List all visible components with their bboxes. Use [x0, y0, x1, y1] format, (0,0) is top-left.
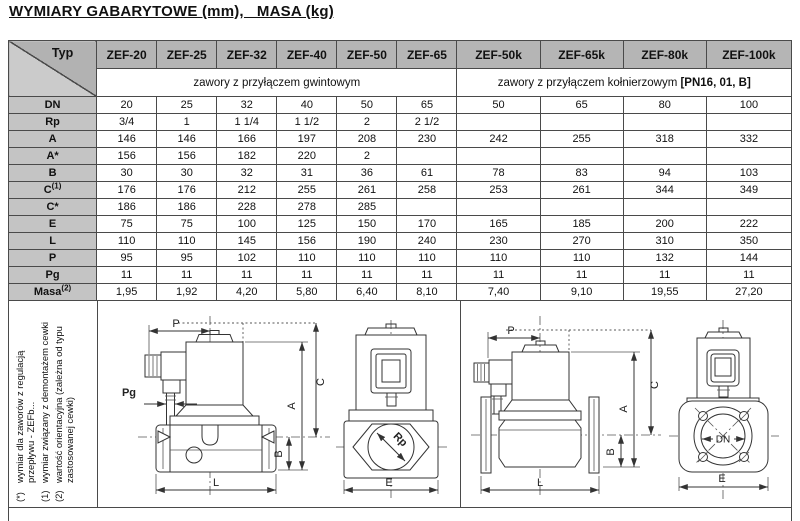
- footnotes-rotated-block: [14, 306, 92, 502]
- cell: 95: [157, 250, 217, 267]
- cell: [706, 199, 791, 216]
- cell: 220: [277, 148, 337, 165]
- cell: 144: [706, 250, 791, 267]
- footnote-text: wartość orientacyjna (zależna od typu zastosowanej cewki): [53, 325, 76, 483]
- cell: 30: [157, 165, 217, 182]
- cell: 11: [157, 267, 217, 284]
- footnote-2: [39, 306, 50, 502]
- row-label: Rp: [9, 114, 97, 131]
- cell: 11: [337, 267, 397, 284]
- cell: 27,20: [706, 284, 791, 301]
- cell: 125: [277, 216, 337, 233]
- cell: [540, 114, 623, 131]
- row-label: C*: [9, 199, 97, 216]
- cell: 310: [623, 233, 706, 250]
- row-label: L: [9, 233, 97, 250]
- cell: 253: [457, 182, 540, 199]
- cell: [623, 148, 706, 165]
- row-label: Pg: [9, 267, 97, 284]
- cell: 258: [397, 182, 457, 199]
- dim-label-p-flanged: P: [507, 325, 515, 337]
- cell: 95: [97, 250, 157, 267]
- cell: 100: [706, 97, 791, 114]
- cell: 186: [97, 199, 157, 216]
- column-header-zef-65k: ZEF-65k: [540, 41, 623, 69]
- cell: 80: [623, 97, 706, 114]
- cell: 156: [277, 233, 337, 250]
- cell: 9,10: [540, 284, 623, 301]
- cell: 75: [157, 216, 217, 233]
- cell: [397, 199, 457, 216]
- cell: 182: [217, 148, 277, 165]
- page-title: WYMIARY GABARYTOWE (mm), MASA (kg): [9, 3, 334, 20]
- cell: 240: [397, 233, 457, 250]
- cell: 103: [706, 165, 791, 182]
- cell: 200: [623, 216, 706, 233]
- drawings-section: [8, 300, 792, 508]
- table-row-rp: [9, 114, 792, 131]
- cell: [706, 148, 791, 165]
- row-label: A: [9, 131, 97, 148]
- cell: 94: [623, 165, 706, 182]
- cell: 170: [397, 216, 457, 233]
- dim-label-p-threaded: P: [172, 318, 180, 330]
- cell: 166: [217, 131, 277, 148]
- cell: 110: [397, 250, 457, 267]
- cell: 11: [457, 267, 540, 284]
- threaded-valve-drawing: [98, 300, 460, 506]
- cell: 6,40: [337, 284, 397, 301]
- row-label: DN: [9, 97, 97, 114]
- cell: 11: [623, 267, 706, 284]
- cell: [623, 114, 706, 131]
- cell: 165: [457, 216, 540, 233]
- cell: 1,95: [97, 284, 157, 301]
- cell: 132: [623, 250, 706, 267]
- row-label: $C^{(1)}$: [9, 182, 97, 199]
- threaded-valve-drawing-cell: [98, 300, 461, 507]
- cell: 146: [157, 131, 217, 148]
- dim-label-l-threaded: L: [212, 477, 220, 489]
- cell: 32: [217, 97, 277, 114]
- footnote-marker: (1): [39, 490, 51, 502]
- cell: 3/4: [97, 114, 157, 131]
- cell: 31: [277, 165, 337, 182]
- cell: 11: [397, 267, 457, 284]
- cell: 4,20: [217, 284, 277, 301]
- footnotes-cell: [9, 300, 98, 507]
- cell: 36: [337, 165, 397, 182]
- cell: 150: [337, 216, 397, 233]
- dim-label-l-flanged: L: [536, 477, 544, 489]
- dim-label-b-threaded: B: [273, 450, 285, 458]
- cell: 1,92: [157, 284, 217, 301]
- cell: 332: [706, 131, 791, 148]
- dim-label-rp-threaded: Rp: [390, 430, 410, 450]
- dim-label-a-threaded: A: [286, 402, 298, 410]
- dim-label-c-flanged: C: [649, 381, 661, 389]
- connection-group-header-2: zawory z przyłączem kołnierzowym [PN16, 01, B]: [457, 69, 792, 97]
- cell: 50: [337, 97, 397, 114]
- cell: 261: [540, 182, 623, 199]
- dim-label-pg-threaded: Pg: [121, 387, 137, 399]
- cell: 110: [157, 233, 217, 250]
- cell: [540, 148, 623, 165]
- cell: 2: [337, 114, 397, 131]
- cell: 19,55: [623, 284, 706, 301]
- column-header-zef-50: ZEF-50: [337, 41, 397, 69]
- row-label: E: [9, 216, 97, 233]
- cell: 176: [97, 182, 157, 199]
- cell: 145: [217, 233, 277, 250]
- cell: 78: [457, 165, 540, 182]
- cell: 83: [540, 165, 623, 182]
- cell: 30: [97, 165, 157, 182]
- flanged-valve-side-view: [471, 316, 661, 498]
- table-row-a-star: [9, 148, 792, 165]
- cell: 32: [217, 165, 277, 182]
- cell: 2: [337, 148, 397, 165]
- cell: 285: [337, 199, 397, 216]
- cell: [457, 114, 540, 131]
- corner-cell-typ: [9, 41, 97, 97]
- cell: [706, 114, 791, 131]
- table-row-pg: [9, 267, 792, 284]
- cell: 156: [157, 148, 217, 165]
- table-row-p: [9, 250, 792, 267]
- table-row-c: [9, 182, 792, 199]
- flanged-valve-drawing: [461, 300, 792, 506]
- cell: 270: [540, 233, 623, 250]
- dim-label-e-flanged: E: [718, 473, 726, 485]
- footnote-text: wymiar związany z demontażem cewki: [39, 321, 51, 483]
- flanged-valve-drawing-cell: [461, 300, 792, 507]
- connection-group-header-1: zawory z przyłączem gwintowym: [97, 69, 457, 97]
- table-row-b: [9, 165, 792, 182]
- column-header-zef-25: ZEF-25: [157, 41, 217, 69]
- cell: 228: [217, 199, 277, 216]
- column-header-zef-20: ZEF-20: [97, 41, 157, 69]
- cell: [623, 199, 706, 216]
- footnote-1: [14, 306, 36, 502]
- cell: 156: [97, 148, 157, 165]
- column-header-zef-65: ZEF-65: [397, 41, 457, 69]
- cell: 230: [457, 233, 540, 250]
- dim-label-b-flanged: B: [605, 448, 617, 456]
- cell: 278: [277, 199, 337, 216]
- cell: 7,40: [457, 284, 540, 301]
- cell: 197: [277, 131, 337, 148]
- cell: 2 1/2: [397, 114, 457, 131]
- table-row-masa: [9, 284, 792, 301]
- cell: 176: [157, 182, 217, 199]
- cell: 11: [217, 267, 277, 284]
- dim-label-c-threaded: C: [315, 378, 327, 386]
- table-row-dn: [9, 97, 792, 114]
- cell: 110: [277, 250, 337, 267]
- row-label: A*: [9, 148, 97, 165]
- cell: [457, 148, 540, 165]
- cell: 11: [97, 267, 157, 284]
- cell: 11: [277, 267, 337, 284]
- cell: 230: [397, 131, 457, 148]
- dim-label-dn-flanged: DN: [715, 434, 731, 446]
- column-header-zef-100k: ZEF-100k: [706, 41, 791, 69]
- cell: [397, 148, 457, 165]
- footnote-marker: (2): [53, 490, 65, 502]
- cell: 318: [623, 131, 706, 148]
- cell: 212: [217, 182, 277, 199]
- cell: 20: [97, 97, 157, 114]
- dim-label-a-flanged: A: [618, 405, 630, 413]
- cell: 185: [540, 216, 623, 233]
- cell: 344: [623, 182, 706, 199]
- dim-label-e-threaded: E: [385, 477, 393, 489]
- cell: 11: [706, 267, 791, 284]
- cell: 255: [277, 182, 337, 199]
- cell: 242: [457, 131, 540, 148]
- cell: 8,10: [397, 284, 457, 301]
- flanged-valve-front-view: [669, 320, 779, 500]
- table-row-e: [9, 216, 792, 233]
- cell: 146: [97, 131, 157, 148]
- cell: 208: [337, 131, 397, 148]
- dimensions-table: [8, 40, 792, 301]
- footnote-3: [53, 306, 75, 502]
- footnote-marker: (*): [14, 491, 25, 502]
- cell: 65: [540, 97, 623, 114]
- threaded-valve-front-view: [336, 320, 448, 498]
- cell: 349: [706, 182, 791, 199]
- cell: 222: [706, 216, 791, 233]
- cell: 1 1/4: [217, 114, 277, 131]
- cell: 110: [540, 250, 623, 267]
- column-header-zef-50k: ZEF-50k: [457, 41, 540, 69]
- row-label: P: [9, 250, 97, 267]
- table-row-l: [9, 233, 792, 250]
- cell: 350: [706, 233, 791, 250]
- cell: 110: [97, 233, 157, 250]
- cell: 75: [97, 216, 157, 233]
- column-header-zef-40: ZEF-40: [277, 41, 337, 69]
- row-label: B: [9, 165, 97, 182]
- footnote-text: wymiar dla zaworów z regulacją przepływu - ZEFb...: [14, 350, 37, 483]
- table-row-a: [9, 131, 792, 148]
- threaded-valve-side-view: [122, 316, 330, 498]
- corner-label: Typ: [51, 46, 74, 60]
- cell: 25: [157, 97, 217, 114]
- cell: [540, 199, 623, 216]
- cell: 1 1/2: [277, 114, 337, 131]
- cell: 65: [397, 97, 457, 114]
- cell: 110: [457, 250, 540, 267]
- table-row-c-star: [9, 199, 792, 216]
- cell: 102: [217, 250, 277, 267]
- cell: 61: [397, 165, 457, 182]
- cell: 11: [540, 267, 623, 284]
- cell: 1: [157, 114, 217, 131]
- cell: 110: [337, 250, 397, 267]
- cell: 261: [337, 182, 397, 199]
- row-label: Masa$^{(2)}$: [9, 284, 97, 301]
- cell: 186: [157, 199, 217, 216]
- next-table-row-cutoff: [8, 508, 792, 521]
- cell: 190: [337, 233, 397, 250]
- cell: 40: [277, 97, 337, 114]
- cell: 255: [540, 131, 623, 148]
- column-header-zef-32: ZEF-32: [217, 41, 277, 69]
- cell: 50: [457, 97, 540, 114]
- cell: 5,80: [277, 284, 337, 301]
- column-header-zef-80k: ZEF-80k: [623, 41, 706, 69]
- cell: [457, 199, 540, 216]
- cell: 100: [217, 216, 277, 233]
